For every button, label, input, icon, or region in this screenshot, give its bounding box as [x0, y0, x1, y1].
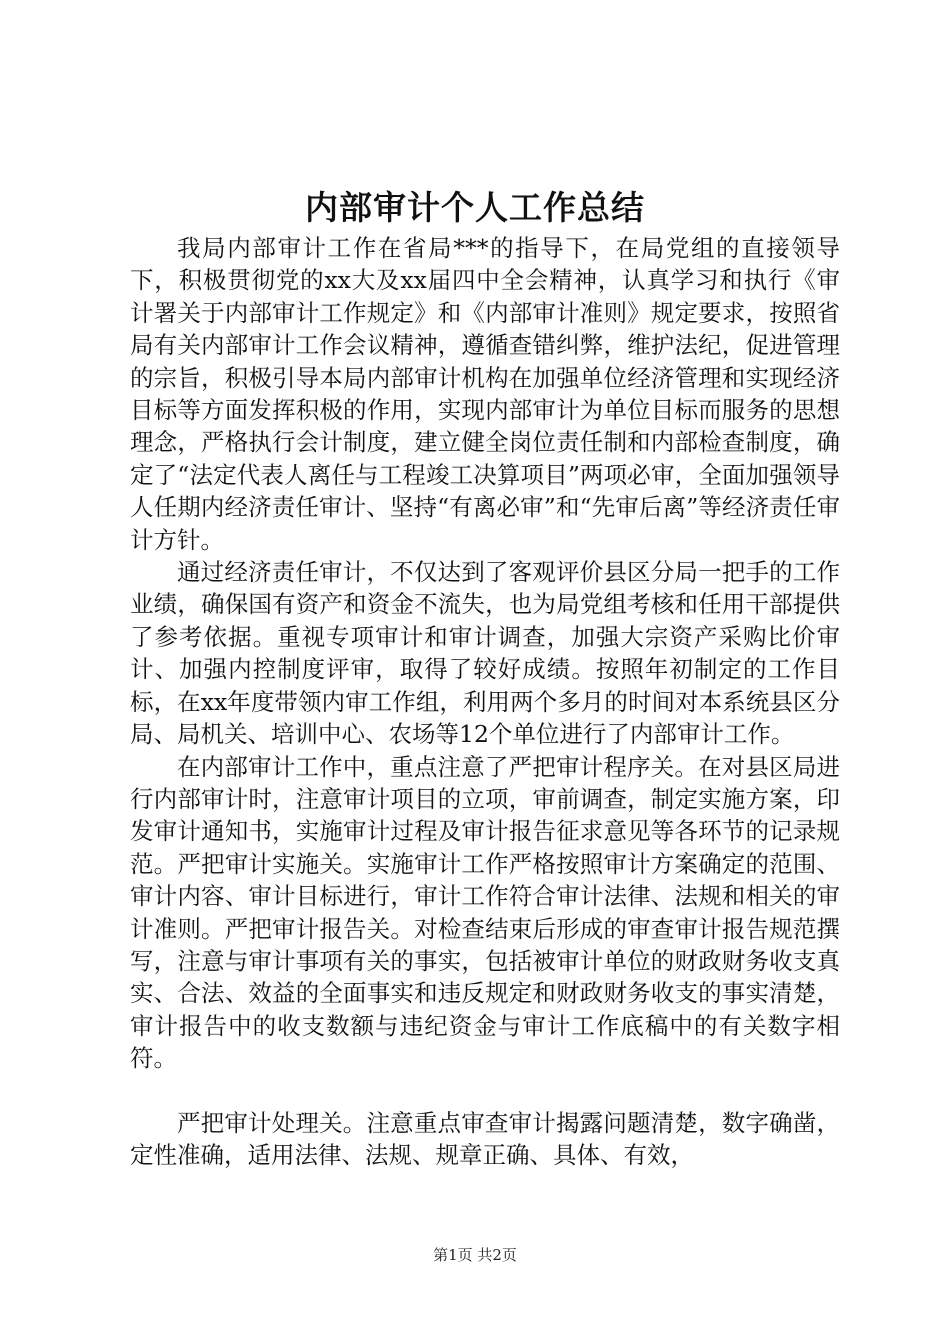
paragraph-1: 我局内部审计工作在省局***的指导下，在局党组的直接领导下，积极贯彻党的xx大及xx届四中全会精神，认真学习和执行《审计署关于内部审计工作规定》和《内部审计准则》规定要求，按照省局有关内部审计工作会议精神，遵循查错纠弊，维护法纪，促进管理的宗旨，积极引导本局内部审计机构在加强单位经济管理和实现经济目标等方面发挥积极的作用，实现内部审计为单位目标而服务的思想理念，严格执行会计制度，建立健全岗位责任制和内部检查制度，确定了“法定代表人离任与工程竣工决算项目”两项必审，全面加强领导人任期内经济责任审计、坚持“有离必审”和“先审后离”等经济责任审计方针。	[130, 234, 840, 554]
document-body	[130, 232, 840, 1171]
paragraph-3: 在内部审计工作中，重点注意了严把审计程序关。在对县区局进行内部审计时，注意审计项目的立项，审前调查，制定实施方案，印发审计通知书，实施审计过程及审计报告征求意见等各环节的记录规范。严把审计实施关。实施审计工作严格按照审计方案确定的范围、审计内容、审计目标进行，审计工作符合审计法律、法规和相关的审计准则。严把审计报告关。对检查结束后形成的审查审计报告规范撰写，注意与审计事项有关的事实，包括被审计单位的财政财务收支真实、合法、效益的全面事实和违反规定和财政财务收支的事实清楚，审计报告中的收支数额与违纪资金与审计工作底稿中的有关数字相符。	[130, 752, 840, 1073]
paragraph-2: 通过经济责任审计，不仅达到了客观评价县区分局一把手的工作业绩，确保国有资产和资金不流失，也为局党组考核和任用干部提供了参考依据。重视专项审计和审计调查，加强大宗资产采购比价审计、加强内控制度评审，取得了较好成绩。按照年初制定的工作目标，在xx年度带领内审工作组，利用两个多月的时间对本系统县区分局、局机关、培训中心、农场等12个单位进行了内部审计工作。	[130, 558, 840, 749]
document-title: 内部审计个人工作总结	[305, 188, 645, 227]
paragraph-4: 严把审计处理关。注意重点审查审计揭露问题清楚，数字确凿，定性准确，适用法律、法规、规章正确、具体、有效，	[130, 1108, 840, 1169]
paragraph-gap	[130, 1075, 840, 1107]
page-number-footer: 第1页 共2页	[433, 1246, 517, 1264]
